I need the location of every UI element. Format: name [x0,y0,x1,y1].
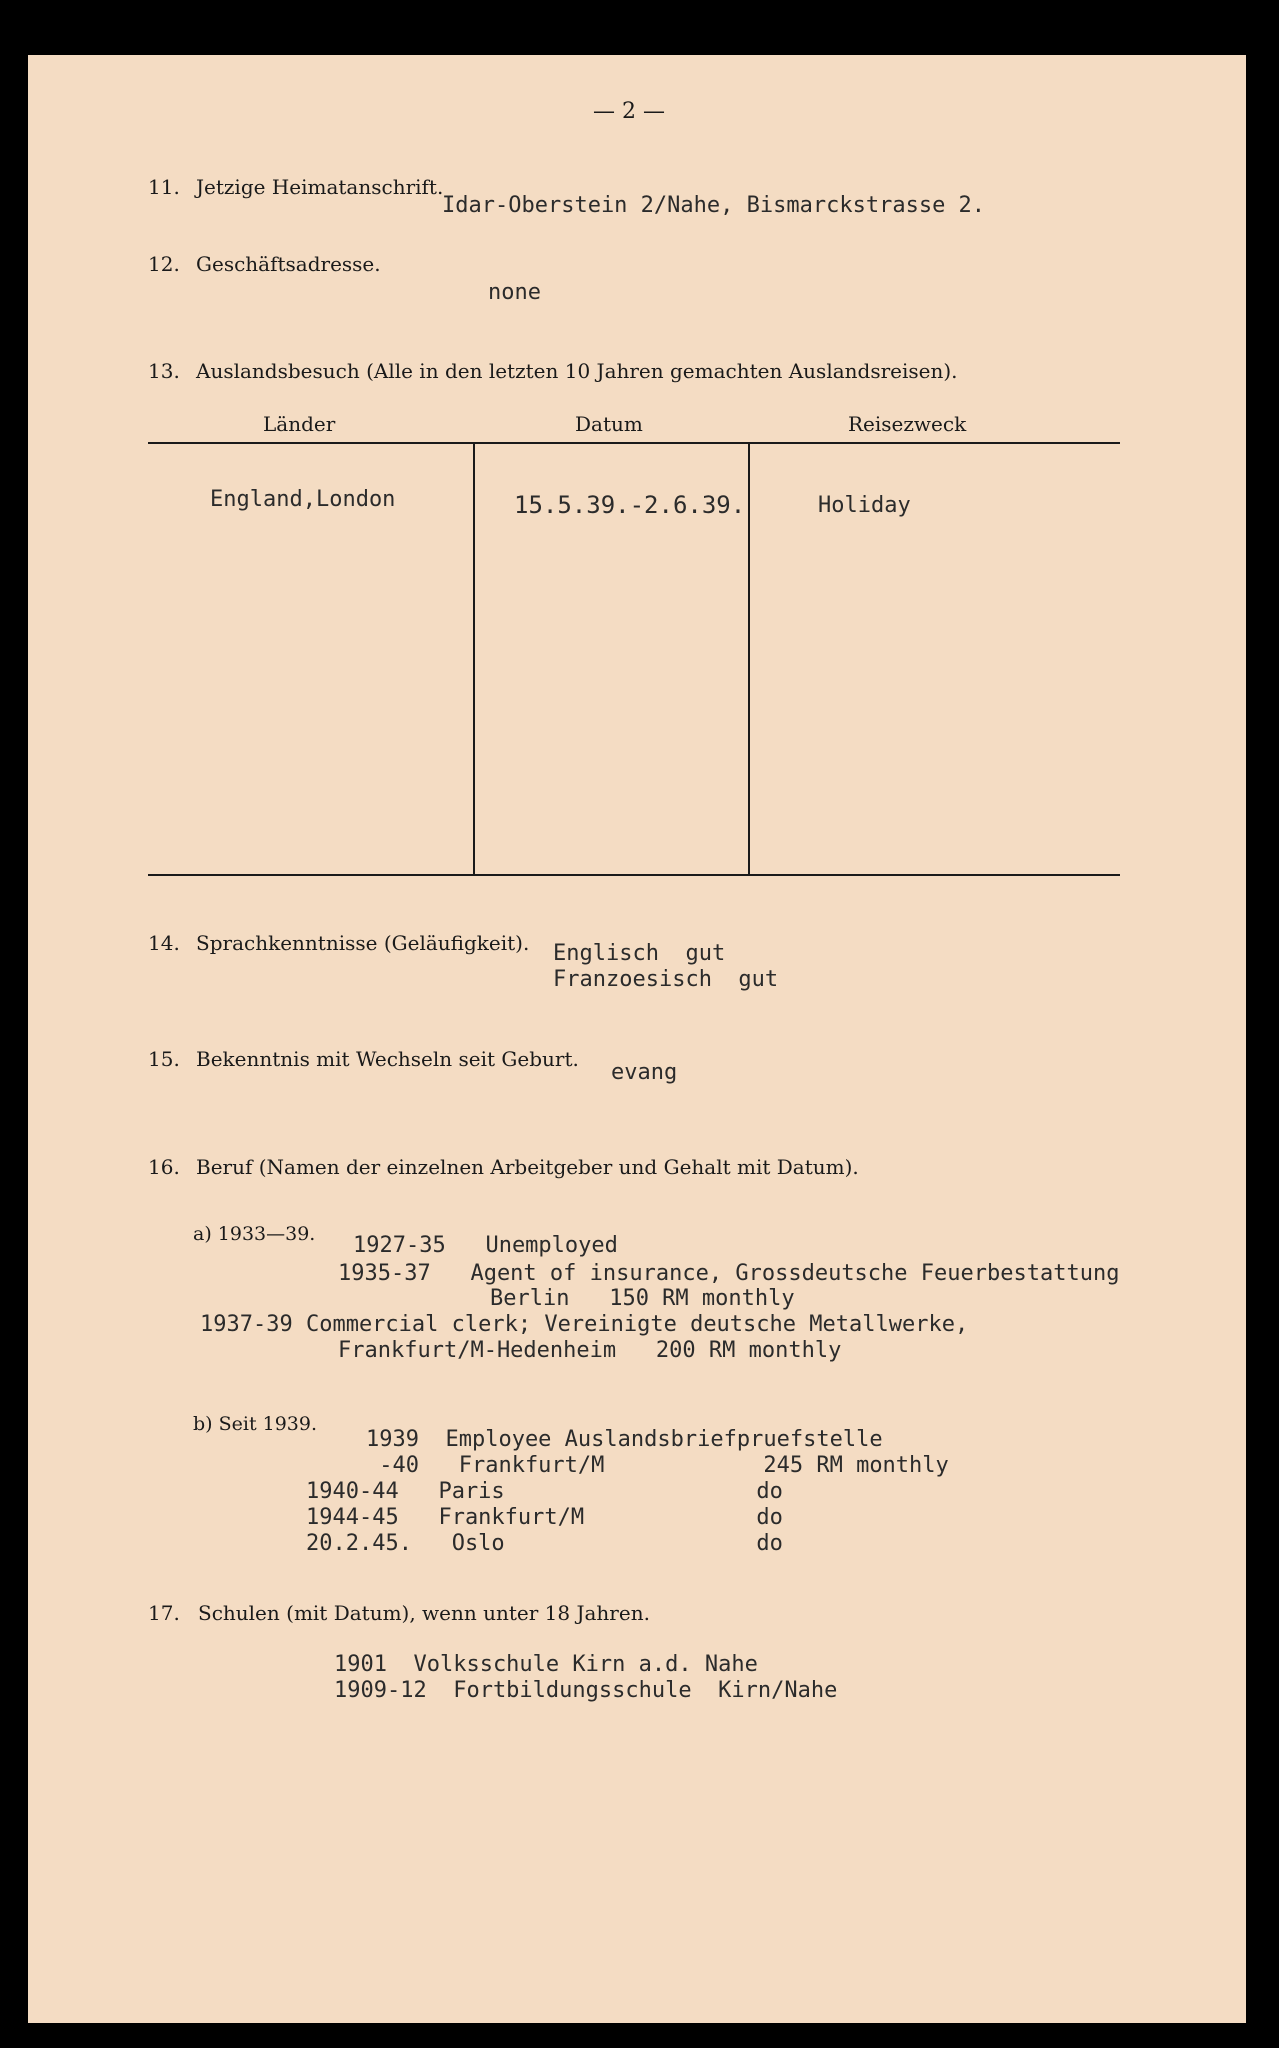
field-14-value: Franzoesisch gut [553,967,779,992]
school-line: 1901 Volksschule Kirn a.d. Nahe [334,1652,758,1677]
table-top-rule [148,442,1120,444]
field-12-value: none [488,280,541,305]
field-14-value: Englisch gut [553,941,726,966]
employment-a-label: a) 1933—39. [193,1223,316,1245]
field-11-number: 11. [148,175,180,199]
field-14-number: 14. [148,931,180,955]
employment-b-line: 1940-44 Paris do [306,1479,783,1504]
school-line: 1909-12 Fortbildungsschule Kirn/Nahe [334,1678,838,1703]
employment-a-line: Berlin 150 RM monthly [490,1286,795,1311]
employment-b-label: b) Seit 1939. [193,1413,318,1435]
field-11-value: Idar-Oberstein 2/Nahe, Bismarckstrasse 2. [442,193,986,218]
field-12-number: 12. [148,252,180,276]
table-column-divider [748,444,750,874]
travel-header-date: Datum [575,412,643,436]
table-column-divider [473,444,475,874]
field-15-value: evang [611,1060,678,1085]
travel-cell-purpose: Holiday [818,493,911,518]
field-16-number: 16. [148,1155,180,1179]
travel-header-purpose: Reisezweck [848,412,967,436]
employment-b-line: 1939 Employee Auslandsbriefpruefstelle [366,1427,883,1452]
employment-a-line: 1935-37 Agent of insurance, Grossdeutsche Feuerbestattung [338,1261,1120,1286]
field-14-label: Sprachkenntnisse (Geläufigkeit). [196,931,530,955]
field-15-label: Bekenntnis mit Wechseln seit Geburt. [196,1047,579,1071]
page-number: — 2 — [593,99,665,124]
field-13-number: 13. [148,359,180,383]
employment-b-line: 1944-45 Frankfurt/M do [306,1505,783,1530]
field-17-label: Schulen (mit Datum), wenn unter 18 Jahren. [198,1601,650,1625]
field-13-label: Auslandsbesuch (Alle in den letzten 10 Jahren gemachten Auslandsreisen). [196,359,958,383]
employment-b-line: 20.2.45. Oslo do [306,1531,783,1556]
travel-header-countries: Länder [263,412,336,436]
field-12-label: Geschäftsadresse. [196,252,381,276]
travel-cell-date: 15.5.39.-2.6.39. [514,491,746,519]
employment-a-line: 1937-39 Commercial clerk; Vereinigte deutsche Metallwerke, [200,1312,969,1337]
employment-a-line: 1927-35 Unemployed [353,1233,618,1258]
table-bottom-rule [148,874,1120,876]
document-page [28,55,1246,2023]
field-11-label: Jetzige Heimatanschrift. [196,175,444,199]
field-17-number: 17. [148,1601,180,1625]
field-16-label: Beruf (Namen der einzelnen Arbeitgeber und Gehalt mit Datum). [196,1155,859,1179]
employment-a-line: Frankfurt/M-Hedenheim 200 RM monthly [338,1338,842,1363]
employment-b-line: -40 Frankfurt/M 245 RM monthly [366,1453,949,1478]
field-15-number: 15. [148,1047,180,1071]
travel-cell-country: England,London [210,487,396,512]
